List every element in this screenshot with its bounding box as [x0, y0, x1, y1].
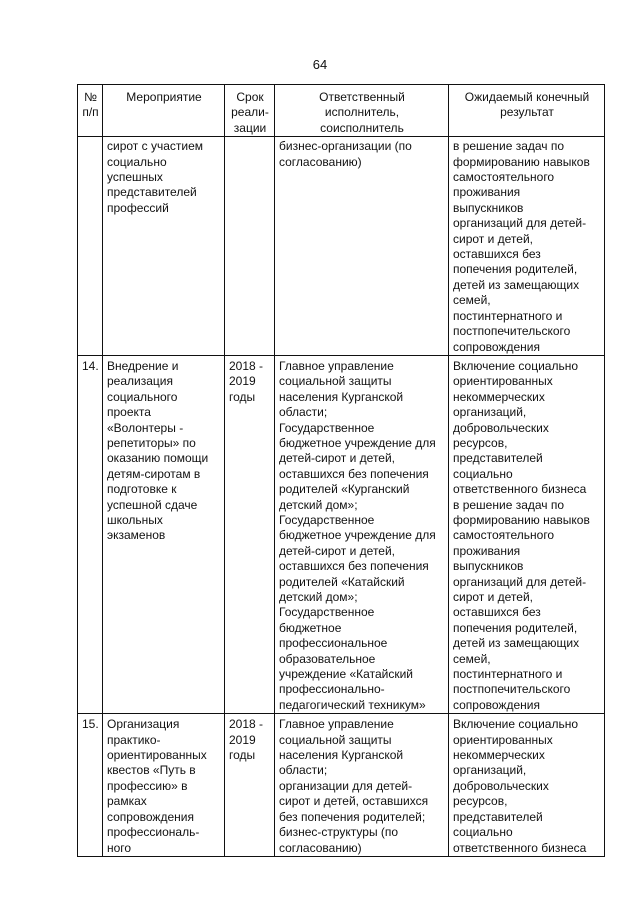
header-activity: Мероприятие: [103, 85, 225, 137]
table-header-row: [78, 85, 605, 137]
cell-responsible: бизнес-организации (по согласованию): [275, 137, 449, 356]
header-result: Ожидаемый конечный результат: [449, 85, 605, 137]
cell-activity: Организация практико- ориентированных квестов «Путь в профессию» в рамках сопровождения профессиональ- ного: [103, 714, 225, 857]
header-num: № п/п: [78, 85, 103, 137]
cell-term: 2018 - 2019 годы: [225, 714, 275, 857]
cell-term: 2018 - 2019 годы: [225, 355, 275, 713]
header-responsible: Ответственный исполнитель, соисполнитель: [275, 85, 449, 137]
activities-table: [77, 84, 605, 857]
header-term: Срок реали- зации: [225, 85, 275, 137]
cell-activity: сирот с участием социально успешных представителей профессий: [103, 137, 225, 356]
cell-term: [225, 137, 275, 356]
cell-result: в решение задач по формированию навыков самостоятельного проживания выпускников организаций для детей- сирот и детей, оставшихся без попечения родителей, детей из замещающих семей, постинтернатного и постпопечительского сопровождения: [449, 137, 605, 356]
cell-num: [78, 137, 103, 356]
cell-activity: Внедрение и реализация социального проекта «Волонтеры - репетиторы» по оказанию помощи детям-сиротам в подготовке к успешной сдаче школьных экзаменов: [103, 355, 225, 713]
page-number: 64: [312, 57, 328, 72]
table-row: [78, 355, 605, 713]
cell-responsible: Главное управление социальной защиты населения Курганской области; Государственное бюджетное учреждение для детей-сирот и детей, оставшихся без попечения родителей «Курганский детский дом»; Государственное бюджетное учреждение для детей-сирот и детей, оставшихся без попечения родителей «Катайский детский дом»; Государственное бюджетное профессиональное образовательное учреждение «Катайский профессионально- педагогический техникум»: [275, 355, 449, 713]
cell-result: Включение социально ориентированных некоммерческих организаций, добровольческих ресурсов, представителей социально ответственного бизнеса: [449, 714, 605, 857]
cell-num: 15.: [78, 714, 103, 857]
cell-num: 14.: [78, 355, 103, 713]
cell-result: Включение социально ориентированных некоммерческих организаций, добровольческих ресурсов, представителей социально ответственного бизнеса в решение задач по формированию навыков самостоятельного проживания выпускников организаций для детей- сирот и детей, оставшихся без попечения родителей, детей из замещающих семей, постинтернатного и постпопечительского сопровождения: [449, 355, 605, 713]
table-row: [78, 137, 605, 356]
table-row: [78, 714, 605, 857]
cell-responsible: Главное управление социальной защиты населения Курганской области; организации для детей- сирот и детей, оставшихся без попечения родителей; бизнес-структуры (по согласованию): [275, 714, 449, 857]
